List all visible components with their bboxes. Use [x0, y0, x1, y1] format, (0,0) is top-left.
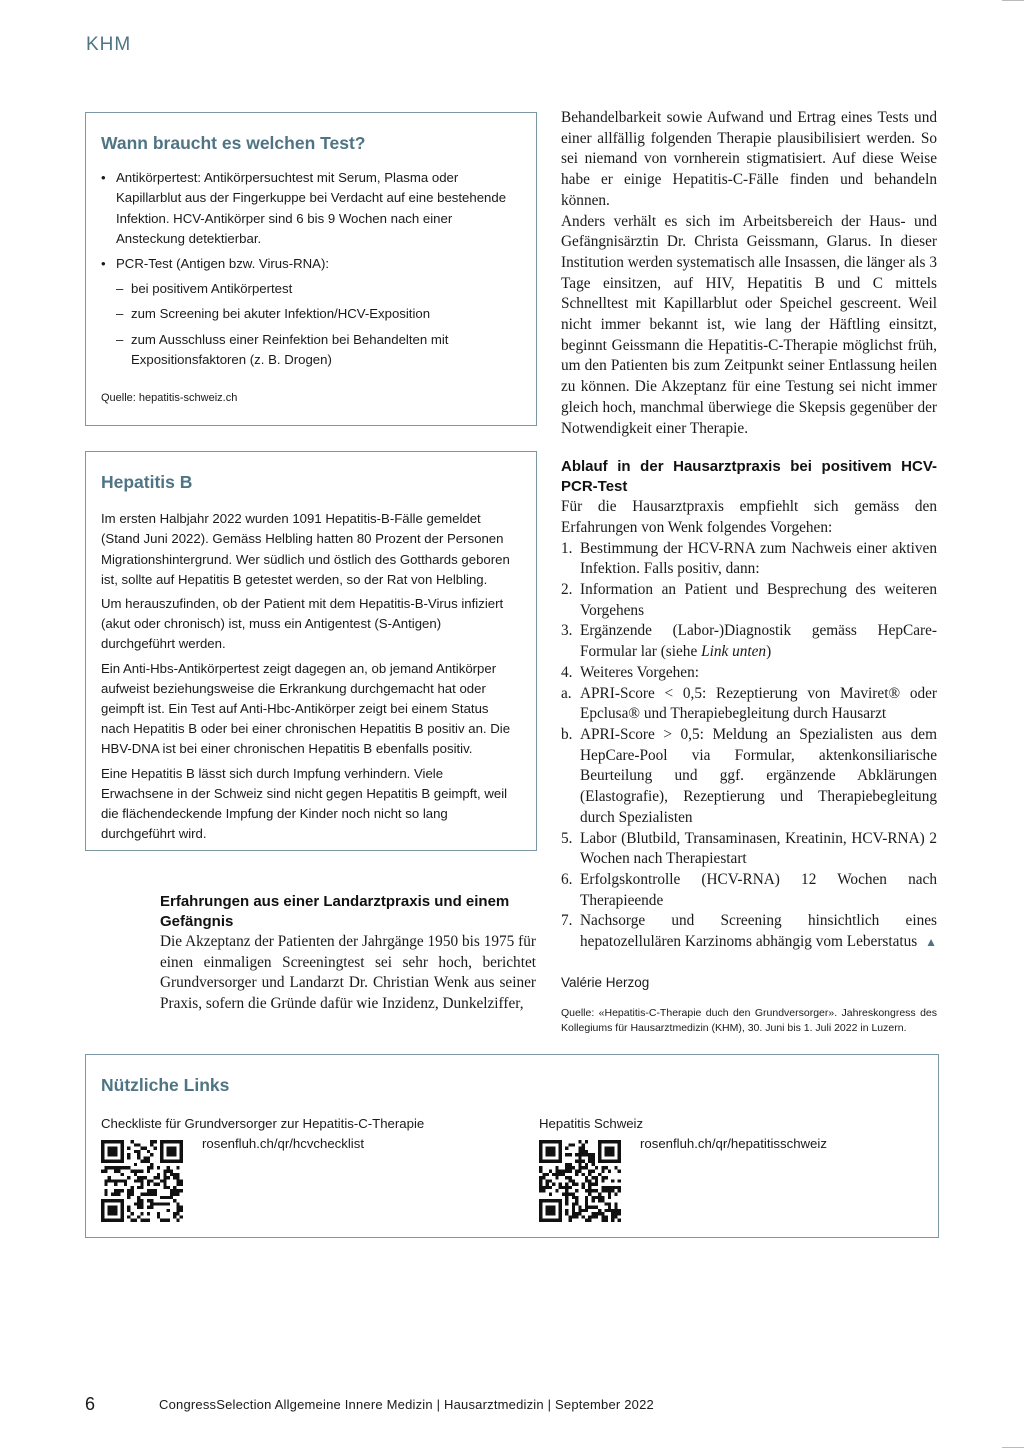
step-item — [561, 580, 937, 621]
step-text: Ergänzende (Labor-)Diagnostik gemäss HepCare-Formular lar (siehe — [580, 622, 937, 661]
step-item — [561, 725, 937, 829]
article-paragraph: Behandelbarkeit sowie Aufwand und Ertrag eines Tests und einer allfällig folgenden Therapie plausibilisiert werden. So sei niemand von vornherein stigmatisiert. Auf diese Weise habe er einige Hepatitis-C-Fälle finden und behandeln können. — [561, 109, 937, 209]
procedure-intro: Für die Hausarztpraxis empfiehlt sich gemäss den Erfahrungen von Wenk folgendes Vorgehen: — [561, 498, 937, 536]
step-number: 7. — [561, 912, 573, 930]
hepb-box-title: Hepatitis B — [101, 472, 193, 492]
step-number: 4. — [561, 663, 573, 681]
step-number: 5. — [561, 829, 573, 847]
hepb-paragraph: Im ersten Halbjahr 2022 wurden 1091 Hepatitis-B-Fälle gemeldet (Stand Juni 2022). Gemäss Helbling hatten 80 Prozent der Personen Migrationshintergrund. Wer südlich und östlich des Gotthards geboren ist, sollte auf Hepatitis B getestet werden, so der Rat von Helbling. — [101, 511, 510, 587]
footer-publication: CongressSelection Allgemeine Innere Medizin | Hausarztmedizin | September 2022 — [159, 1397, 654, 1412]
link-hepatitis-schweiz[interactable] — [539, 1114, 939, 1151]
pcr-sublist — [116, 279, 516, 370]
sub-list-item: – bei positivem Antikörpertest — [116, 279, 516, 299]
sub-list-item: – zum Ausschluss einer Reinfektion bei Behandelten mit Expositionsfaktoren (z. B. Drogen) — [116, 330, 516, 370]
step-text: Information an Patient und Besprechung des weiteren Vorgehens — [580, 581, 937, 619]
step-item — [561, 870, 937, 911]
step-text-tail: ) — [766, 643, 772, 661]
link-label: Hepatitis Schweiz — [539, 1116, 644, 1131]
step-item — [561, 663, 937, 684]
link-checklist[interactable] — [101, 1114, 501, 1151]
step-item — [561, 621, 937, 662]
procedure-heading: Ablauf in der Hausarztpraxis bei positivem HCV-PCR-Test — [561, 458, 937, 496]
experience-heading: Erfahrungen aus einer Landarztpraxis und einem Gefängnis — [160, 893, 510, 930]
link-label: Checkliste für Grundversorger zur Hepatitis-C-Therapie — [101, 1116, 425, 1131]
step-item — [561, 684, 937, 725]
author-name: Valérie Herzog — [561, 974, 650, 990]
test-box-source: Quelle: hepatitis-schweiz.ch — [101, 392, 238, 405]
list-item: • Antikörpertest: Antikörpersuchtest mit Serum, Plasma oder Kapillarblut aus der Fingerkuppe bei Verdacht auf eine bestehende Infektion. HCV-Antikörper sind 6 bis 9 Wochen nach einer Ansteckung detektierbar. — [101, 168, 516, 249]
section-label: KHM — [86, 34, 132, 55]
step-item — [561, 539, 937, 580]
right-column — [561, 108, 937, 1036]
page-number: 6 — [85, 1394, 96, 1414]
step-text: Bestimmung der HCV-RNA zum Nachweis einer aktiven Infektion. Falls positiv, dann: — [580, 539, 937, 578]
hepb-paragraph: Um herauszufinden, ob der Patient mit dem Hepatitis-B-Virus infiziert (akut oder chronisch) ist, muss ein Antigentest (S-Antigen) durchgeführt werden. — [101, 596, 504, 652]
step-text: Weiteres Vorgehen: — [580, 663, 699, 681]
link-url[interactable]: rosenfluh.ch/qr/hepatitisschweiz — [640, 1136, 827, 1151]
step-text: Nachsorge und Screening hinsichtlich eines hepatozellulären Karzinoms abhängig vom Leberstatus — [580, 912, 937, 951]
link-url[interactable]: rosenfluh.ch/qr/hcvchecklist — [202, 1136, 364, 1151]
hepatitis-b-box — [85, 451, 537, 851]
article-source: Quelle: «Hepatitis-C-Therapie duch den Grundversorger». Jahreskongress des Kollegiums für Hausarztmedizin (KHM), 30. Juni bis 1. Juli 2022 in Luzern. — [561, 1006, 937, 1034]
step-number: b. — [561, 725, 573, 743]
step-item — [561, 829, 937, 870]
crop-mark — [1002, 0, 1024, 1]
test-list — [101, 168, 516, 370]
hepb-paragraph: Ein Anti-Hbs-Antikörpertest zeigt dagegen an, ob jemand Antikörper aufweist beziehungsweise die Erkrankung durchgemacht hat oder geimpft ist. Ein Test auf Anti-Hbc-Antikörper zeigt bei einem Status nach Hepatitis B oder bei einer chronischen Hepatitis B positiv an. Die HBV-DNA ist bei einer chronischen Hepatitis B ebenfalls positiv. — [101, 660, 511, 757]
step-number: 3. — [561, 622, 573, 640]
experience-text: Die Akzeptanz der Patienten der Jahrgänge 1950 bis 1975 für einen einmaligen Screeningtest sei sehr hoch, berichtet Grundversorger und Landarzt Dr. Christian Wenk aus seiner Praxis, sofern die Gründe dafür wie Inzidenz, Dunkelziffer, — [160, 933, 536, 1013]
step-number: 1. — [561, 539, 573, 557]
step-number: 6. — [561, 870, 573, 888]
end-triangle-icon: ▲ — [925, 935, 937, 950]
list-item-text: PCR-Test (Antigen bzw. Virus-RNA): — [116, 256, 330, 272]
step-item — [561, 911, 937, 952]
test-info-box — [85, 112, 537, 426]
useful-links-box — [85, 1054, 939, 1238]
step-text: APRI-Score > 0,5: Meldung an Spezialisten aus dem HepCare-Pool via Formular, aktenkonsiliarische Beurteilung und ggf. ergänzende Abklärungen (Elastografie), Rezeptierung und Therapiebegleitung durch Spezialisten — [580, 725, 937, 826]
article-paragraph: Anders verhält es sich im Arbeitsbereich der Haus- und Gefängnisärztin Dr. Christa Geissmann, Glarus. In dieser Institution werden systematisch alle Insassen, die länger als 3 Tage einsitzen, auf HIV, Hepatitis B und C mittels Schnelltest mit Kapillarblut oder Speichel gescreent. Weil nicht immer bekannt ist, wie lang der Häftling einsitzt, beginnt Geissmann die Hepatitis-C-Therapie möglichst früh, um den Patienten bis zum Zeitpunkt seiner Entlassung heilen zu können. Die Akzeptanz für eine Testung sei nicht immer gleich hoch, manchmal überwiege die Skepsis gegenüber der Notwendigkeit einer Therapie. — [561, 212, 937, 437]
sub-list-item: – zum Screening bei akuter Infektion/HCV-Exposition — [116, 304, 516, 324]
step-number: 2. — [561, 581, 573, 599]
step-text: APRI-Score < 0,5: Rezeptierung von Maviret® oder Epclusa® und Therapiebegleitung durch Hausarzt — [580, 684, 937, 723]
experience-article — [160, 892, 536, 1015]
qr-code-icon[interactable] — [539, 1140, 621, 1222]
qr-code-icon[interactable] — [101, 1140, 183, 1222]
links-box-title: Nützliche Links — [101, 1075, 230, 1095]
step-link-ref: Link unten — [701, 643, 767, 661]
step-number: a. — [561, 684, 572, 702]
hepb-paragraph: Eine Hepatitis B lässt sich durch Impfung verhindern. Viele Erwachsene in der Schweiz sind nicht gegen Hepatitis B geimpft, weil die flächendeckende Impfung der Kinder noch nicht so lang durchgeführt wird. — [101, 765, 508, 842]
procedure-steps — [561, 539, 937, 953]
list-item — [101, 254, 516, 370]
step-text: Erfolgskontrolle (HCV-RNA) 12 Wochen nach Therapieende — [580, 870, 937, 909]
test-box-title: Wann braucht es welchen Test? — [101, 133, 366, 153]
step-text: Labor (Blutbild, Transaminasen, Kreatinin, HCV-RNA) 2 Wochen nach Therapiestart — [580, 829, 937, 868]
